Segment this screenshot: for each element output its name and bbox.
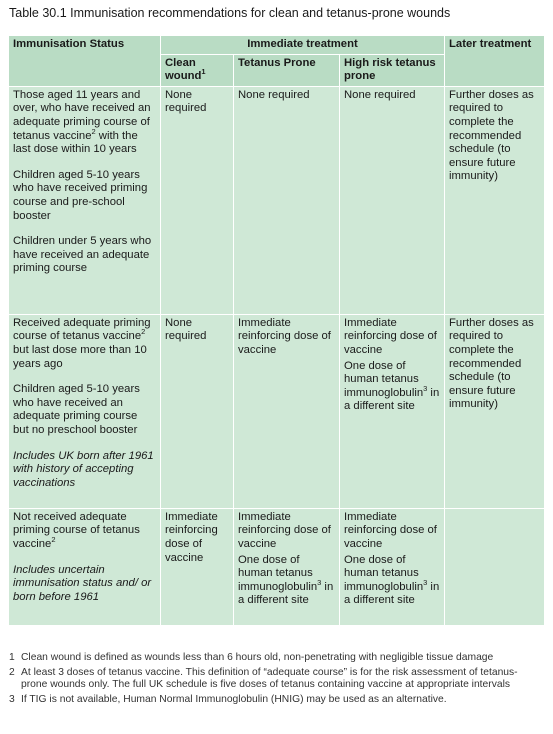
status-item: Children aged 5-10 years who have received an adequate priming course but no preschool booster (13, 383, 140, 436)
cell-clean: Immediate reinforcing dose of vaccine (161, 508, 234, 625)
status-item: Received adequate priming course of tetanus vaccine$^2$ but last dose more than 10 years ago (13, 316, 151, 370)
table-row (9, 508, 545, 625)
cell-tetanus-prone: None required (234, 86, 340, 314)
header-status: Immunisation Status (9, 36, 161, 87)
cell-tetanus-prone: Immediate reinforcing dose of vaccine One dose of human tetanus immunoglobulin$^3$ in a different site (234, 508, 340, 625)
status-item: Children under 5 years who have received an adequate priming course (13, 235, 152, 275)
footnote: 1 Clean wound is defined as wounds less than 6 hours old, non-penetrating with negligible tissue damage (9, 652, 494, 663)
status-item: Children aged 5-10 years who have received priming course and pre-school booster (13, 168, 148, 222)
table-row (9, 86, 545, 314)
cell-status (9, 314, 161, 508)
cell-high-risk: None required (340, 86, 445, 314)
footnotes (9, 652, 539, 708)
header-immediate: Immediate treatment (161, 36, 445, 55)
table-caption: Table 30.1 Immunisation recommendations for clean and tetanus-prone wounds (9, 6, 451, 20)
cell-clean: None required (161, 86, 234, 314)
header-high-risk: High risk tetanus prone (340, 54, 445, 86)
cell-later: Further doses as required to complete the recommended schedule (to ensure future immunity) (445, 86, 545, 314)
cell-clean: None required (161, 314, 234, 508)
status-item: Those aged 11 years and over, who have received an adequate priming course of tetanus vaccine$^2$ with the last dose within 10 years (13, 88, 151, 156)
immunisation-table (8, 35, 545, 626)
footnote: 3 If TIG is not available, Human Normal Immunoglobulin (HNIG) may be used as an alternative. (9, 693, 447, 705)
cell-status (9, 86, 161, 314)
cell-high-risk: Immediate reinforcing dose of vaccine One dose of human tetanus immunoglobulin$^3$ in a different site (340, 314, 445, 508)
cell-high-risk: Immediate reinforcing dose of vaccine One dose of human tetanus immunoglobulin$^3$ in a different site (340, 508, 445, 625)
status-item: Includes uncertain immunisation status and/ or born before 1961 (13, 563, 152, 603)
status-item: Includes UK born after 1961 with history of accepting vaccinations (13, 449, 154, 489)
cell-later (445, 508, 545, 625)
footnote: 2 At least 3 doses of tetanus vaccine. This definition of “adequate course” is for the risk assessment of tetanus-prone wounds only. The full UK schedule is five doses of tetanus containing vaccine at appropriate intervals (9, 666, 518, 691)
status-item: Not received adequate priming course of tetanus vaccine$^2$ (13, 510, 140, 550)
cell-tetanus-prone: Immediate reinforcing dose of vaccine (234, 314, 340, 508)
header-tetanus-prone: Tetanus Prone (234, 54, 340, 86)
header-later: Later treatment (445, 36, 545, 87)
cell-status (9, 508, 161, 625)
header-clean: Clean wound$^1$ (161, 54, 234, 86)
table-row (9, 314, 545, 508)
cell-later: Further doses as required to complete the recommended schedule (to ensure future immunity) (445, 314, 545, 508)
header-row-1 (9, 36, 545, 55)
